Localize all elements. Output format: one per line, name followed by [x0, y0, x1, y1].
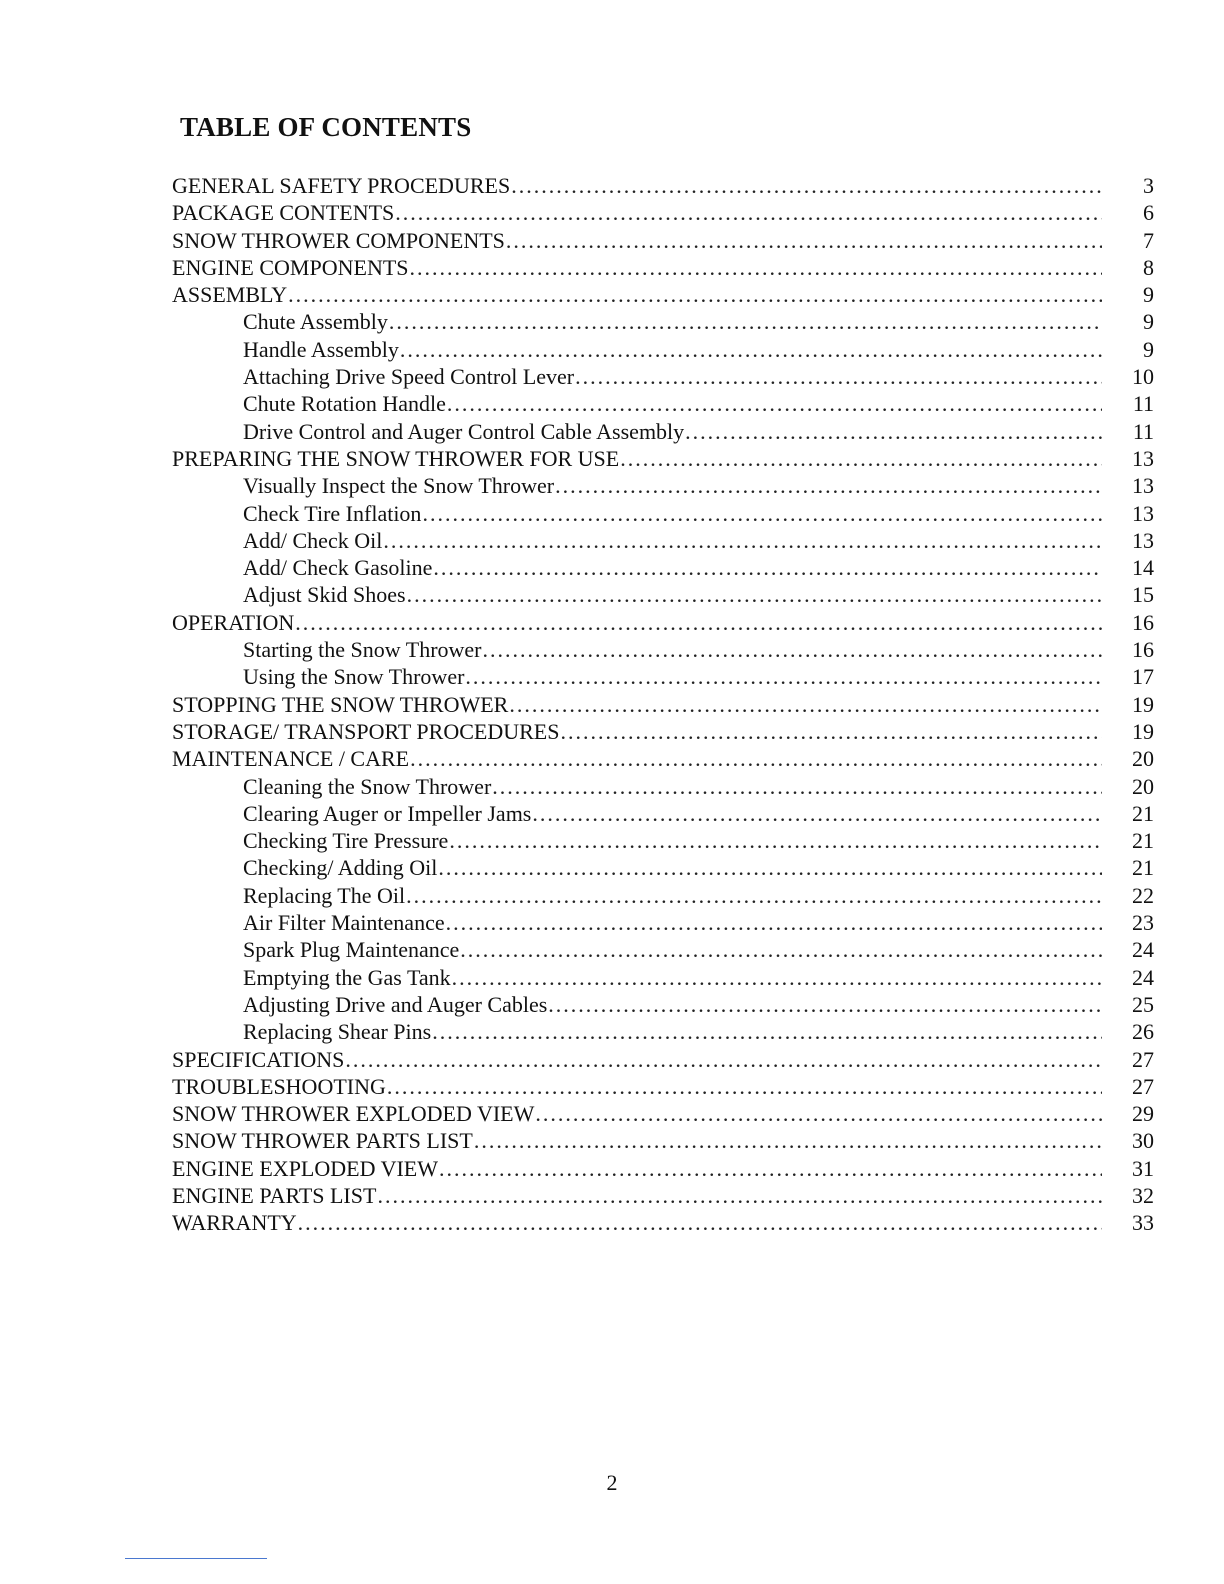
toc-entry-label: PREPARING THE SNOW THROWER FOR USE [172, 445, 620, 471]
toc-entry-page: 16 [1132, 609, 1154, 635]
toc-entry-label: Cleaning the Snow Thrower [243, 773, 492, 799]
toc-entry-label: SPECIFICATIONS [172, 1046, 345, 1072]
toc-entry[interactable] [172, 773, 1154, 800]
toc-entry-page: 32 [1132, 1182, 1154, 1208]
toc-entry[interactable] [172, 609, 1154, 636]
toc-dot-leader [383, 527, 1102, 554]
toc-dot-leader [465, 663, 1102, 690]
toc-entry[interactable] [172, 691, 1154, 718]
toc-entry[interactable] [172, 281, 1154, 308]
toc-entry-page: 19 [1132, 691, 1154, 717]
toc-entry-label: Checking Tire Pressure [243, 828, 449, 854]
toc-dot-leader [345, 1046, 1102, 1073]
toc-dot-leader [449, 827, 1102, 854]
toc-entry-page: 3 [1143, 173, 1154, 198]
toc-entry[interactable] [172, 1182, 1154, 1209]
toc-dot-leader [389, 308, 1102, 335]
toc-entry-label: SNOW THROWER COMPONENTS [172, 227, 505, 253]
toc-entry-page: 21 [1132, 800, 1154, 826]
toc-dot-leader [452, 964, 1102, 991]
toc-entry[interactable] [172, 581, 1154, 608]
toc-entry-label: Emptying the Gas Tank [243, 964, 451, 990]
toc-entry[interactable] [172, 472, 1154, 499]
toc-entry-page: 20 [1132, 773, 1154, 799]
toc-entry-label: TROUBLESHOOTING [172, 1073, 386, 1099]
toc-entry-page: 10 [1132, 364, 1154, 390]
toc-entry-page: 27 [1132, 1046, 1154, 1072]
toc-dot-leader [447, 390, 1102, 417]
toc-entry-label: Drive Control and Auger Control Cable Assembly [243, 418, 685, 444]
toc-entry[interactable] [172, 1127, 1154, 1154]
toc-entry[interactable] [172, 1155, 1154, 1182]
toc-entry-label: SNOW THROWER EXPLODED VIEW [172, 1101, 535, 1127]
toc-entry[interactable] [172, 527, 1154, 554]
toc-entry[interactable] [172, 500, 1154, 527]
toc-entry-label: Starting the Snow Thrower [243, 637, 482, 663]
toc-entry-page: 11 [1132, 391, 1154, 417]
toc-entry[interactable] [172, 1100, 1154, 1127]
page-title: TABLE OF CONTENTS [180, 112, 472, 142]
toc-entry-label: Handle Assembly [243, 336, 399, 362]
toc-dot-leader [387, 1073, 1102, 1100]
toc-dot-leader [298, 1209, 1102, 1236]
toc-dot-leader [575, 363, 1102, 390]
toc-entry-page: 11 [1132, 418, 1154, 444]
toc-entry-page: 20 [1132, 746, 1154, 772]
toc-entry[interactable] [172, 336, 1154, 363]
toc-dot-leader [407, 581, 1102, 608]
toc-entry-page: 21 [1132, 855, 1154, 881]
toc-entry[interactable] [172, 991, 1154, 1018]
toc-entry[interactable] [172, 636, 1154, 663]
toc-entry-page: 16 [1132, 637, 1154, 663]
toc-entry[interactable] [172, 227, 1154, 254]
toc-dot-leader [433, 554, 1102, 581]
toc-entry-page: 17 [1132, 664, 1154, 690]
toc-entry-label: Air Filter Maintenance [243, 910, 445, 936]
toc-dot-leader [511, 172, 1102, 199]
toc-entry-page: 29 [1132, 1101, 1154, 1127]
toc-entry[interactable] [172, 308, 1154, 335]
toc-entry-label: Spark Plug Maintenance [243, 937, 460, 963]
toc-entry[interactable] [172, 882, 1154, 909]
toc-dot-leader [535, 1100, 1102, 1127]
toc-dot-leader [620, 445, 1102, 472]
toc-entry-page: 13 [1132, 445, 1154, 471]
toc-entry-page: 9 [1143, 282, 1154, 308]
toc-entry[interactable] [172, 800, 1154, 827]
toc-entry-page: 24 [1132, 964, 1154, 990]
toc-entry-label: Replacing The Oil [243, 882, 406, 908]
toc-entry[interactable] [172, 663, 1154, 690]
toc-entry[interactable] [172, 363, 1154, 390]
toc-dot-leader [432, 1018, 1102, 1045]
toc-entry-page: 13 [1132, 500, 1154, 526]
toc-entry-page: 25 [1132, 991, 1154, 1017]
toc-entry-label: ENGINE EXPLODED VIEW [172, 1155, 438, 1181]
toc-entry[interactable] [172, 254, 1154, 281]
toc-entry-label: STORAGE/ TRANSPORT PROCEDURES [172, 718, 560, 744]
toc-entry-page: 7 [1143, 227, 1154, 253]
toc-entry-label: Attaching Drive Speed Control Lever [243, 364, 575, 390]
toc-dot-leader [439, 1155, 1102, 1182]
toc-dot-leader [532, 800, 1102, 827]
toc-entry[interactable] [172, 909, 1154, 936]
toc-entry-page: 22 [1132, 882, 1154, 908]
toc-entry[interactable] [172, 172, 1154, 199]
toc-entry-page: 23 [1132, 910, 1154, 936]
toc-entry-label: PACKAGE CONTENTS [172, 200, 395, 226]
toc-entry[interactable] [172, 745, 1154, 772]
toc-dot-leader [555, 472, 1102, 499]
toc-entry-page: 24 [1132, 937, 1154, 963]
toc-dot-leader [410, 254, 1103, 281]
toc-entry-page: 31 [1132, 1155, 1154, 1181]
page-number: 2 [606, 1470, 618, 1495]
toc-entry-label: ASSEMBLY [172, 282, 288, 308]
toc-entry[interactable] [172, 199, 1154, 226]
toc-entry-label: Adjusting Drive and Auger Cables [243, 991, 548, 1017]
toc-dot-leader [548, 991, 1102, 1018]
toc-entry[interactable] [172, 827, 1154, 854]
toc-entry[interactable] [172, 964, 1154, 991]
toc-entry[interactable] [172, 854, 1154, 881]
toc-entry-label: GENERAL SAFETY PROCEDURES [172, 173, 511, 198]
toc-entry[interactable] [172, 1073, 1154, 1100]
toc-entry-label: Checking/ Adding Oil [243, 855, 438, 881]
toc-entry-label: Chute Rotation Handle [243, 391, 446, 417]
toc-entry[interactable] [172, 1046, 1154, 1073]
toc-entry-label: ENGINE COMPONENTS [172, 254, 409, 280]
toc-entry-page: 27 [1132, 1073, 1154, 1099]
footer-rule [125, 1558, 267, 1559]
toc-entry-label: Visually Inspect the Snow Thrower [243, 473, 555, 499]
toc-dot-leader [406, 882, 1102, 909]
toc-dot-leader [410, 745, 1102, 772]
toc-dot-leader [492, 773, 1102, 800]
toc-entry[interactable] [172, 390, 1154, 417]
toc-entry-label: MAINTENANCE / CARE [172, 746, 410, 772]
toc-entry[interactable] [172, 718, 1154, 745]
toc-dot-leader [460, 936, 1102, 963]
toc-entry-page: 33 [1132, 1210, 1154, 1236]
toc-dot-leader [295, 609, 1102, 636]
toc-entry-page: 14 [1132, 555, 1154, 581]
toc-entry[interactable] [172, 445, 1154, 472]
toc-dot-leader [395, 199, 1102, 226]
toc-entry-label: ENGINE PARTS LIST [172, 1182, 377, 1208]
toc-entry-label: Replacing Shear Pins [243, 1019, 432, 1045]
toc-dot-leader [509, 691, 1102, 718]
toc-dot-leader [483, 636, 1102, 663]
toc-entry-page: 8 [1143, 254, 1154, 280]
toc-dot-leader [446, 909, 1102, 936]
toc-entry[interactable] [172, 1018, 1154, 1045]
toc-dot-leader [685, 418, 1102, 445]
table-of-contents [172, 172, 1154, 1237]
toc-entry-page: 15 [1132, 582, 1154, 608]
toc-entry-page: 6 [1143, 200, 1154, 226]
toc-entry-label: Using the Snow Thrower [243, 664, 465, 690]
toc-entry[interactable] [172, 1209, 1154, 1236]
toc-dot-leader [560, 718, 1102, 745]
toc-dot-leader [400, 336, 1102, 363]
toc-entry-label: Adjust Skid Shoes [243, 582, 406, 608]
toc-entry-page: 21 [1132, 828, 1154, 854]
toc-entry-page: 19 [1132, 718, 1154, 744]
toc-entry-label: STOPPING THE SNOW THROWER [172, 691, 509, 717]
toc-entry-page: 9 [1143, 336, 1154, 362]
toc-entry-label: Add/ Check Oil [243, 527, 383, 553]
toc-entry-label: OPERATION [172, 609, 295, 635]
toc-entry-page: 26 [1132, 1019, 1154, 1045]
toc-dot-leader [506, 227, 1102, 254]
toc-dot-leader [422, 500, 1102, 527]
toc-entry-page: 13 [1132, 473, 1154, 499]
toc-dot-leader [288, 281, 1102, 308]
toc-entry-label: Check Tire Inflation [243, 500, 422, 526]
toc-entry[interactable] [172, 554, 1154, 581]
toc-dot-leader [438, 854, 1102, 881]
toc-entry-label: Clearing Auger or Impeller Jams [243, 800, 532, 826]
toc-dot-leader [474, 1127, 1102, 1154]
toc-dot-leader [377, 1182, 1102, 1209]
toc-entry-page: 13 [1132, 527, 1154, 553]
toc-entry[interactable] [172, 936, 1154, 963]
toc-entry-label: Add/ Check Gasoline [243, 555, 433, 581]
toc-entry-label: WARRANTY [172, 1210, 297, 1236]
toc-entry-label: SNOW THROWER PARTS LIST [172, 1128, 473, 1154]
toc-entry-page: 9 [1143, 309, 1154, 335]
toc-entry[interactable] [172, 418, 1154, 445]
toc-entry-page: 30 [1132, 1128, 1154, 1154]
toc-entry-label: Chute Assembly [243, 309, 388, 335]
